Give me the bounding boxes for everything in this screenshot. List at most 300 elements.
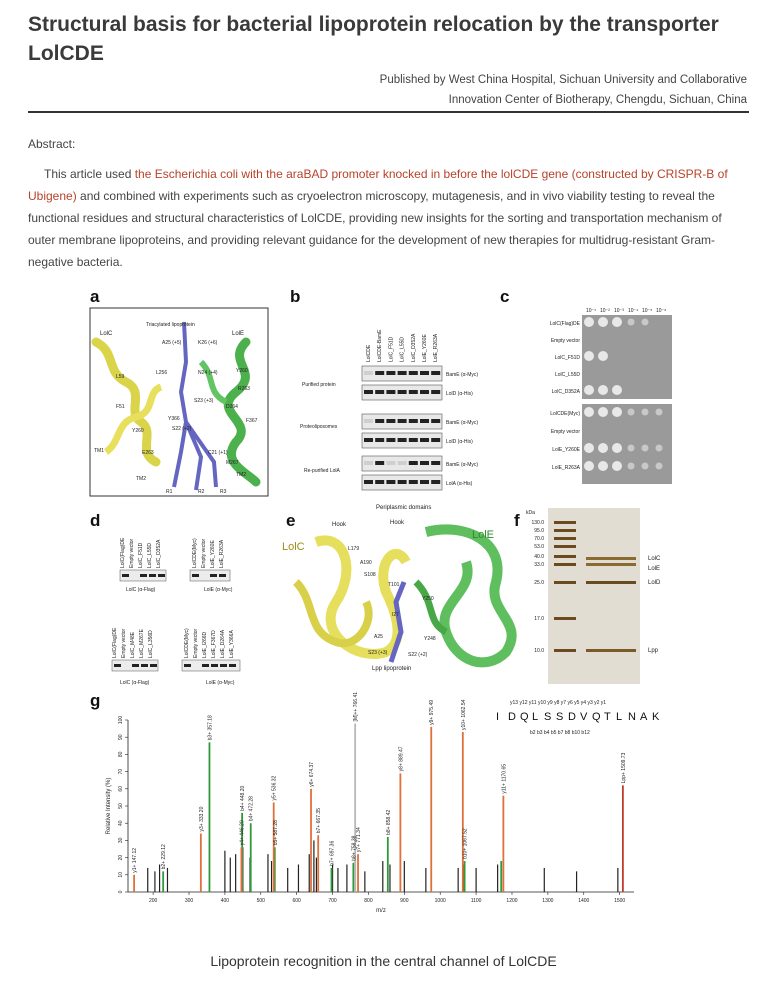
b-lane-label: LolC_D352A	[410, 333, 417, 362]
f-marker-label: 40.0	[534, 554, 544, 560]
g-peak-label: Lpp+ 1509.73	[620, 752, 627, 784]
abstract-label: Abstract:	[28, 137, 76, 151]
b-band	[386, 390, 395, 394]
abstract-text-start: This article used	[44, 167, 135, 181]
g-y-ions: y13 y12 y11 y10 y9 y8 y7 y6 y5 y4 y3 y2 y1	[510, 700, 607, 706]
c-colony-spot	[628, 445, 635, 452]
g-x-tick-label: 1500	[614, 898, 626, 904]
b-band	[375, 461, 384, 465]
d-lane-label: LolE_D264A	[220, 629, 226, 658]
b-row-3: BamE (α-Myc)	[446, 420, 479, 426]
a-res-7: Y260	[236, 368, 248, 374]
g-peak-label: b4+ 448.20	[240, 785, 247, 811]
g-sequence-residue: S	[544, 711, 552, 723]
f-band-label: Lpp	[648, 648, 659, 654]
figure-svg	[86, 282, 676, 912]
b-band	[398, 371, 407, 375]
d-lane-label: LolE_F367D	[211, 630, 217, 658]
c-colony-spot	[628, 409, 635, 416]
c-colony-spot	[598, 351, 608, 361]
b-band	[375, 438, 384, 442]
b-band	[409, 480, 418, 484]
b-row-1: BamE (α-Myc)	[446, 372, 479, 378]
b-group-1: Purified protein	[302, 382, 336, 388]
b-row-4: LolD (α-His)	[446, 439, 473, 445]
b-band	[409, 371, 418, 375]
panel-d-blots	[112, 537, 240, 686]
g-b-ions: b2 b3 b4 b5 b7 b8 b10 b12	[530, 730, 590, 736]
a-lole-label: LolE	[232, 331, 245, 337]
figure	[86, 282, 676, 912]
d-lane-label: LolC_L55D	[147, 542, 153, 568]
b-lane-label: LolE_R263A	[433, 333, 440, 362]
g-peak-label: b7+ 667.35	[316, 808, 323, 834]
c-dilution: 10⁻³	[614, 308, 624, 314]
g-y-tick-label: 60	[118, 786, 124, 792]
c-colony-spot	[598, 461, 608, 471]
g-peak-label: y9+ 975.49	[429, 699, 436, 725]
d-band	[219, 574, 226, 577]
g-y-tick-label: 30	[118, 837, 124, 844]
g-x-tick-label: 700	[328, 898, 337, 904]
g-x-tick-label: 600	[292, 898, 301, 904]
c-colony-spot	[628, 463, 635, 470]
f-marker-band	[554, 617, 576, 620]
e-res-2: A190	[360, 560, 372, 566]
g-sequence-residue: T	[604, 711, 611, 723]
f-marker-band	[554, 649, 576, 652]
a-res-21: R1	[166, 489, 173, 495]
e-res-5: Y250	[422, 596, 434, 602]
b-band	[431, 438, 440, 442]
d-band	[192, 574, 199, 577]
g-peak-label: b3+ 357.18	[207, 715, 214, 741]
paper-title: Structural basis for bacterial lipoprotein relocation by the transporter LolCDE	[28, 13, 719, 65]
b-band	[420, 419, 429, 423]
b-lane-label: LolC_F51D	[388, 336, 395, 362]
b-band	[431, 461, 440, 465]
abstract-text-end: and combined with experiments such as cryoelectron microscopy, mutagenesis, and in vivo viability testing to reveal the functional residues and structural characteristics of LolCDE, providing new insights for the sorting and transportation mechanism of outer membrane lipoproteins, and providing relevant guidance for the development of new therapies for multidrug-resistant Gram-negative bacteria.	[28, 189, 722, 269]
e-res-7: A25	[374, 634, 383, 640]
d-lane-label: Empty vector	[193, 628, 199, 658]
b-lane-label: LolE_Y260E	[422, 334, 428, 362]
d-band	[220, 664, 227, 667]
b-band	[398, 390, 407, 394]
c-colony-spot	[642, 445, 649, 452]
b-band	[398, 419, 407, 423]
g-x-tick-label: 1100	[470, 898, 482, 904]
b-band	[431, 371, 440, 375]
f-marker-band	[554, 581, 576, 584]
d-lane-label: Empty vector	[201, 538, 207, 568]
d-lane-label: LolC_F51D	[138, 542, 144, 568]
f-protein-band	[586, 581, 636, 584]
publisher-info	[187, 70, 747, 110]
b-band	[409, 438, 418, 442]
e-res-3: S108	[364, 572, 376, 578]
b-band	[386, 419, 395, 423]
d-band	[229, 664, 236, 667]
b-row-2: LolD (α-His)	[446, 391, 473, 397]
c-row-label: LolC_L55D	[554, 372, 580, 378]
e-res-9: S23 (+3)	[368, 650, 388, 656]
e-hook-left: Hook	[332, 522, 347, 528]
d-band	[149, 574, 156, 577]
b-band	[364, 390, 373, 394]
panel-c-label: c	[500, 287, 510, 306]
g-peak-label: y1+ 147.12	[132, 847, 139, 873]
g-y-tick-label: 100	[118, 715, 124, 725]
g-x-tick-label: 200	[148, 898, 158, 904]
b-band	[386, 438, 395, 442]
c-dilution: 10⁻²	[600, 308, 610, 314]
b-band	[409, 390, 418, 394]
g-peak-label: y3+ 333.20	[198, 806, 205, 832]
c-colony-spot	[612, 407, 622, 417]
b-band	[431, 480, 440, 484]
b-band	[364, 461, 373, 465]
g-peak-label: y10+ 1062.54	[460, 699, 467, 731]
c-colony-spot	[642, 319, 649, 326]
panel-g-label: g	[90, 691, 101, 710]
figure-caption: Lipoprotein recognition in the central channel of LolCDE	[210, 953, 557, 969]
b-band	[431, 419, 440, 423]
g-y-tick-label: 40	[118, 820, 124, 826]
b-lane-label: LolC_L55D	[399, 336, 406, 362]
f-marker-label: 17.0	[534, 616, 544, 622]
g-x-tick-label: 1200	[506, 898, 518, 904]
g-peak-label: b10+ 1067.52	[462, 828, 469, 860]
g-peak-label: y4+ 446.20	[239, 820, 246, 846]
g-y-tick-label: 10	[118, 872, 124, 878]
g-y-tick-label: 20	[118, 854, 124, 861]
a-res-22: R2	[198, 489, 205, 495]
panel-g-spectrum	[106, 692, 660, 912]
panel-a-label: a	[90, 287, 100, 306]
d-lane-label: LolC(Flag)DE	[112, 627, 118, 658]
g-peak-label: b2+ 229.12	[161, 844, 168, 870]
c-colony-spot	[584, 461, 594, 471]
g-peak-label: y7+ 771.34	[356, 827, 363, 853]
d-lane-label: LolC_D352A	[156, 539, 162, 568]
g-sequence-residue: N	[628, 711, 636, 723]
panel-b-label: b	[290, 287, 301, 306]
d-blot-left-top: LolC (α-Flag)	[126, 587, 156, 593]
a-res-9: D264	[226, 404, 238, 410]
g-peak-label: y8+ 889.47	[398, 746, 405, 772]
c-row-label: Empty vector	[550, 338, 580, 344]
a-res-10: F367	[246, 418, 258, 424]
c-colony-spot	[584, 385, 594, 395]
b-band	[398, 461, 407, 465]
c-colony-spot	[656, 409, 663, 416]
a-lolc-label: LolC	[100, 331, 113, 337]
d-band	[210, 574, 217, 577]
f-unit: kDa	[526, 510, 535, 516]
g-sequence-residue: Q	[592, 711, 601, 723]
c-colony-spot	[598, 443, 608, 453]
b-lane-label: LolCDE	[366, 344, 372, 362]
b-band	[398, 438, 407, 442]
d-lane-label: LolE_Y366A	[229, 630, 235, 658]
a-res-4: S23 (+3)	[194, 398, 214, 404]
g-peak-label: b8+ 758.38	[351, 835, 358, 861]
f-marker-band	[554, 529, 576, 532]
f-band-label: LolE	[648, 566, 661, 572]
d-lane-label: LolE_Y260E	[210, 540, 216, 568]
g-sequence-residue: S	[556, 711, 564, 723]
d-band	[202, 664, 209, 667]
a-res-15: Y366	[168, 416, 180, 422]
c-colony-spot	[642, 463, 649, 470]
abstract-highlight: the Escherichia coli with the araBAD promoter knocked in before the lolCDE gene (constructed by CRISPR-B of Ubigene)	[28, 167, 728, 203]
a-lipoprotein-label: Triacylated lipoprotein	[146, 322, 195, 328]
d-lane-label: LolCDE(Myc)	[192, 538, 198, 568]
d-lane-label: LolC_M267E	[139, 629, 145, 658]
c-dilution: 10⁻⁵	[642, 308, 653, 314]
g-peak-label: y5+ 536.32	[271, 775, 278, 801]
f-marker-band	[554, 521, 576, 524]
f-marker-band	[554, 555, 576, 558]
c-colony-spot	[584, 443, 594, 453]
f-marker-label: 53.0	[534, 544, 544, 550]
a-res-23: R3	[220, 489, 227, 495]
a-res-14: F51	[116, 404, 125, 410]
b-band	[420, 461, 429, 465]
c-colony-spot	[612, 385, 622, 395]
b-band	[386, 461, 395, 465]
b-band	[375, 371, 384, 375]
g-y-tick-label: 50	[118, 803, 124, 809]
g-peak-label: b8+ 858.42	[385, 809, 392, 835]
d-lane-label: Empty vector	[129, 538, 135, 568]
c-row-label: LolC_F51D	[554, 355, 580, 361]
b-band	[375, 480, 384, 484]
panel-c-spots	[550, 308, 672, 484]
b-band	[420, 480, 429, 484]
g-y-tick-label: 80	[118, 751, 124, 758]
b-row-5: BamE (α-Myc)	[446, 462, 479, 468]
d-lane-label: LolE_R263A	[219, 539, 225, 568]
c-colony-spot	[612, 317, 622, 327]
b-band	[386, 480, 395, 484]
a-res-6: C21 (+1)	[208, 450, 228, 456]
a-res-5: S22 (+2)	[172, 426, 192, 432]
c-colony-spot	[612, 461, 622, 471]
d-band	[132, 664, 139, 667]
g-x-tick-label: 500	[256, 898, 265, 904]
f-marker-label: 70.0	[534, 536, 544, 542]
a-res-1: A25 (+5)	[162, 340, 182, 346]
c-colony-spot	[628, 319, 635, 326]
f-marker-label: 33.0	[534, 562, 544, 568]
e-lolc: LolC	[282, 541, 305, 553]
g-sequence-residue: V	[580, 711, 588, 723]
e-res-10: S22 (+2)	[408, 652, 428, 658]
a-res-8: R263	[238, 386, 250, 392]
g-peak-label: y11+ 1170.65	[501, 763, 508, 794]
c-colony-spot	[598, 317, 608, 327]
b-row-6: LolA (α-His)	[446, 481, 473, 487]
g-x-tick-label: 1300	[542, 898, 554, 904]
b-group-3: Re-purified LolA	[304, 468, 340, 474]
a-res-3: N24 (+4)	[198, 370, 218, 376]
b-band	[420, 390, 429, 394]
c-colony-spot	[584, 351, 594, 361]
d-blot-left-bottom: LolC (α-Flag)	[120, 680, 150, 686]
c-row-label: LolCDE(Myc)	[550, 411, 580, 417]
g-sequence-residue: D	[568, 711, 576, 723]
e-hook-right: Hook	[390, 520, 405, 526]
d-blot-right-bottom: LolE (α-Myc)	[206, 680, 235, 686]
d-band	[141, 664, 148, 667]
a-res-17: E263	[142, 450, 154, 456]
publisher-line-1: Published by West China Hospital, Sichuan University and Collaborative	[379, 74, 747, 86]
g-x-tick-label: 300	[184, 898, 194, 904]
b-band	[398, 480, 407, 484]
g-x-tick-label: 400	[220, 898, 230, 904]
c-colony-spot	[642, 409, 649, 416]
a-res-2: K26 (+6)	[198, 340, 218, 346]
d-band	[140, 574, 147, 577]
d-lane-label: Empty vector	[121, 628, 127, 658]
f-marker-label: 10.0	[534, 648, 544, 654]
c-row-label: Empty vector	[550, 429, 580, 435]
e-res-4: T101	[388, 582, 400, 588]
g-x-tick-label: 1000	[434, 898, 446, 904]
g-sequence-residue: I	[496, 711, 500, 723]
header-divider	[28, 111, 749, 113]
c-row-label: LolC(Flag)DE	[549, 321, 580, 327]
g-sequence-residue: K	[652, 711, 660, 723]
e-res-8: Y248	[424, 636, 436, 642]
c-colony-spot	[598, 407, 608, 417]
g-peak-label: b7+ 697.36	[329, 840, 336, 866]
c-dilution: 10⁻⁴	[628, 308, 639, 314]
b-band	[409, 461, 418, 465]
abstract-text	[28, 163, 746, 273]
c-dilution: 10⁻¹	[586, 308, 596, 314]
b-band	[375, 419, 384, 423]
f-marker-band	[554, 537, 576, 540]
g-peak-label: b5+ 587.28	[272, 820, 279, 846]
g-sequence-residue: L	[532, 711, 539, 723]
c-colony-spot	[598, 385, 608, 395]
c-colony-spot	[584, 407, 594, 417]
g-peak-label: [M]++ 766.41	[353, 691, 360, 722]
b-band	[431, 390, 440, 394]
a-res-19: TM2	[136, 476, 146, 482]
publisher-line-2: Innovation Center of Biotherapy, Chengdu, Sichuan, China	[448, 94, 747, 106]
c-colony-spot	[612, 443, 622, 453]
e-lpp: Lpp lipoprotein	[372, 666, 412, 672]
b-band	[364, 480, 373, 484]
c-colony-spot	[656, 463, 663, 470]
a-res-16: Y260	[132, 428, 144, 434]
b-band	[364, 371, 373, 375]
g-peak-label: y6+ 674.37	[309, 761, 316, 787]
f-marker-label: 95.0	[534, 528, 544, 534]
g-sequence-residue: A	[640, 711, 648, 723]
d-lane-label: LolC_M48E	[130, 631, 136, 658]
d-band	[150, 664, 157, 667]
f-protein-band	[586, 563, 636, 566]
e-res-1: L179	[348, 546, 360, 552]
e-res-6: I27	[392, 612, 399, 618]
b-lane-label: LolCDE-BamE	[377, 329, 384, 362]
f-marker-label: 25.0	[534, 580, 544, 586]
g-peak-label: b4+ 472.28	[248, 796, 255, 822]
d-lane-label: LolCDE(Myc)	[184, 628, 190, 658]
a-res-13: L59	[116, 374, 125, 380]
d-band	[184, 664, 191, 667]
g-x-tick-label: 800	[364, 898, 373, 904]
d-lane-label: LolC_L356D	[148, 630, 154, 658]
g-sequence-residue: L	[616, 711, 623, 723]
g-sequence-residue: Q	[520, 711, 529, 723]
f-band-label: LolD	[648, 580, 661, 586]
panel-f-gel	[526, 508, 661, 684]
panel-a-structure	[90, 308, 268, 496]
f-marker-band	[554, 563, 576, 566]
g-x-tick-label: 900	[400, 898, 409, 904]
panel-f-label: f	[514, 511, 520, 530]
d-band	[122, 574, 129, 577]
f-marker-label: 130.0	[531, 520, 544, 526]
f-band-label: LolC	[648, 556, 661, 562]
c-colony-spot	[584, 317, 594, 327]
b-band	[386, 371, 395, 375]
a-res-12: L256	[156, 370, 168, 376]
g-y-tick-label: 90	[118, 734, 124, 740]
c-row-label: LolC_D352A	[551, 389, 580, 395]
b-band	[364, 438, 373, 442]
b-band	[420, 371, 429, 375]
e-lole: LolE	[472, 529, 495, 541]
b-band	[364, 419, 373, 423]
f-protein-band	[586, 649, 636, 652]
g-y-tick-label: 70	[118, 768, 124, 775]
b-band	[420, 438, 429, 442]
b-band	[375, 390, 384, 394]
b-band	[409, 419, 418, 423]
f-marker-band	[554, 545, 576, 548]
c-dilution: 10⁻⁶	[656, 308, 667, 314]
c-colony-spot	[656, 445, 663, 452]
f-protein-band	[586, 557, 636, 560]
panel-d-label: d	[90, 511, 101, 530]
a-res-18: TM1	[94, 448, 104, 454]
panel-e-label: e	[286, 511, 296, 530]
a-res-20: TM2	[236, 472, 246, 478]
g-x-tick-label: 1400	[578, 898, 590, 904]
e-periplasmic: Periplasmic domains	[376, 505, 432, 511]
g-y-tick-label: 0	[118, 890, 124, 894]
d-blot-right-top: LolE (α-Myc)	[204, 587, 233, 593]
d-band	[211, 664, 218, 667]
a-res-11: M267	[226, 460, 239, 466]
d-lane-label: LolC(Flag)DE	[120, 537, 126, 568]
d-lane-label: LolE_I266D	[202, 631, 208, 658]
c-row-label: LolE_R263A	[551, 465, 580, 471]
b-group-2: Proteoliposomes	[300, 424, 338, 430]
d-band	[158, 574, 165, 577]
g-x-label: m/z	[376, 908, 386, 912]
g-y-label: Relative Intensity (%)	[106, 777, 112, 835]
c-row-label: LolE_Y260E	[552, 447, 580, 453]
d-band	[114, 664, 121, 667]
panel-e-structure	[282, 505, 512, 672]
